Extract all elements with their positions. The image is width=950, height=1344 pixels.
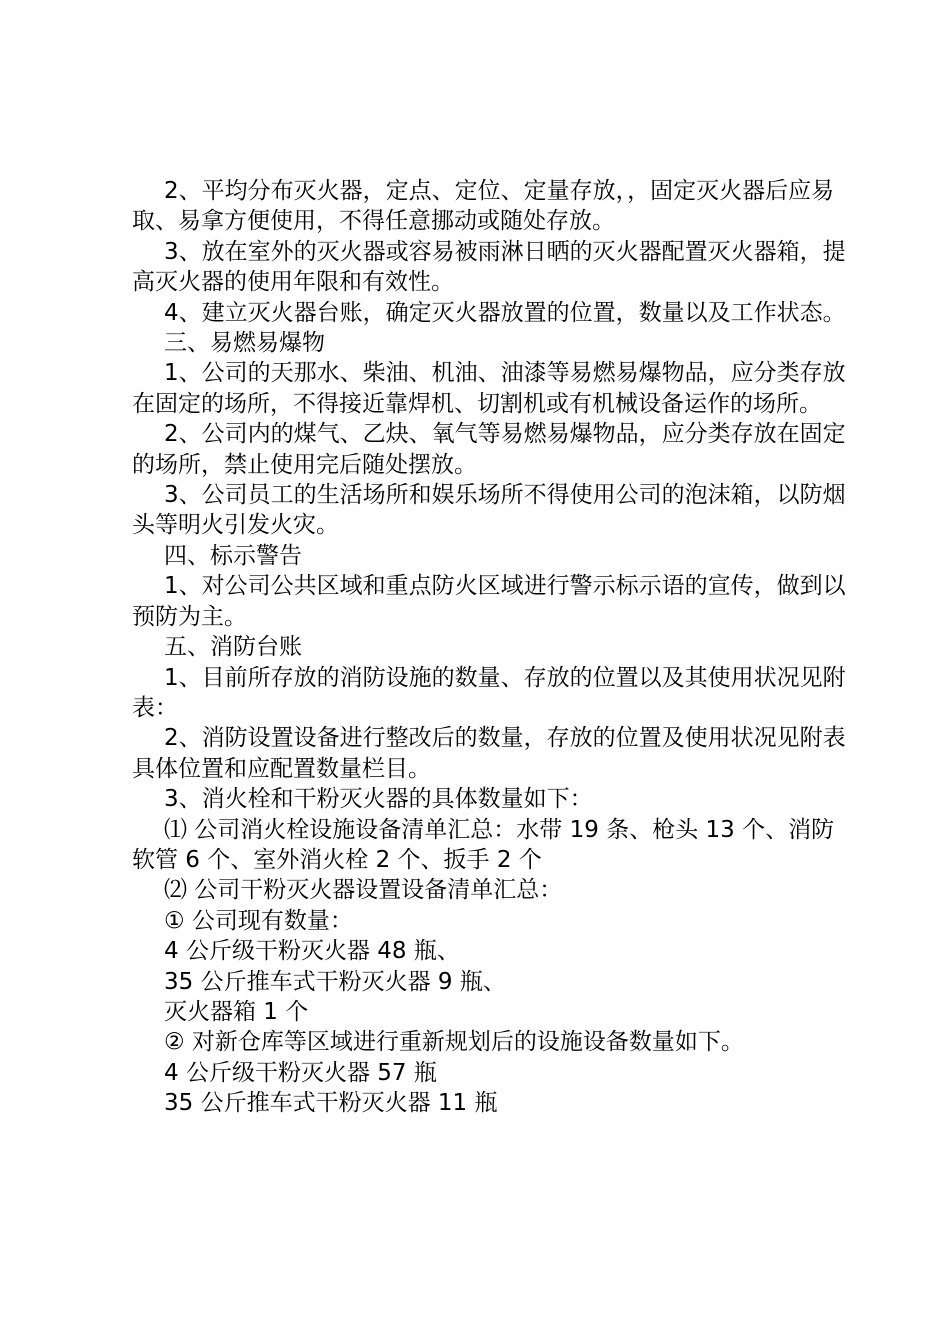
paragraph-extinguisher-distribution: 2、平均分布灭火器，定点、定位、定量存放，，固定灭火器后应易取、易拿方便使用，不得任意挪动或随处存放。	[132, 178, 835, 235]
list-item-4kg-extinguisher-current: 4 公斤级干粉灭火器 48 瓶、	[164, 938, 460, 965]
paragraph-foam-box-ban: 3、公司员工的生活场所和娱乐场所不得使用公司的泡沫箱，以防烟头等明火引发火灾。	[132, 482, 846, 539]
section-heading-flammables: 三、易燃易爆物	[164, 330, 325, 357]
paragraph-warning-signs: 1、对公司公共区域和重点防火区域进行警示标示语的宣传，做到以预防为主。	[132, 573, 846, 630]
paragraph-extinguisher-ledger: 4、建立灭火器台账，确定灭火器放置的位置，数量以及工作状态。	[164, 299, 846, 326]
section-heading-warning-signs: 四、标示警告	[164, 542, 302, 569]
paragraph-extinguisher-outdoor-box: 3、放在室外的灭火器或容易被雨淋日晒的灭火器配置灭火器箱，提高灭火器的使用年限和有效性。	[132, 238, 846, 296]
paragraph-flammables-storage: 1、公司的天那水、柴油、机油、油漆等易燃易爆物品，应分类存放在固定的场所，不得接近靠焊机、切割机或有机械设备运作的场所。	[132, 360, 846, 417]
list-item-extinguisher-box-current: 灭火器箱 1 个	[164, 998, 309, 1025]
document-body	[132, 176, 852, 1119]
paragraph-hydrant-summary: ⑴ 公司消火栓设施设备清单汇总：水带 19 条、枪头 13 个、消防软管 6 个、室外消火栓 2 个、扳手 2 个	[132, 816, 835, 873]
paragraph-rectified-facilities: 2、消防设置设备进行整改后的数量，存放的位置及使用状况见附表具体位置和应配置数量栏目。	[132, 725, 846, 782]
list-item-35kg-cart-extinguisher-planned: 35 公斤推车式干粉灭火器 11 瓶	[164, 1090, 498, 1117]
paragraph-quantity-intro: 3、消火栓和干粉灭火器的具体数量如下：	[164, 786, 593, 813]
paragraph-extinguisher-summary-heading: ⑵ 公司干粉灭火器设置设备清单汇总：	[164, 877, 563, 904]
paragraph-current-facilities: 1、目前所存放的消防设施的数量、存放的位置以及其使用状况见附表：	[132, 664, 846, 721]
list-item-35kg-cart-extinguisher-current: 35 公斤推车式干粉灭火器 9 瓶、	[164, 968, 506, 995]
list-item-current-quantity-heading: ① 公司现有数量：	[164, 907, 353, 934]
section-heading-fire-ledger: 五、消防台账	[164, 634, 302, 661]
list-item-replanned-quantity-heading: ② 对新仓库等区域进行重新规划后的设施设备数量如下。	[164, 1029, 744, 1056]
list-item-4kg-extinguisher-planned: 4 公斤级干粉灭火器 57 瓶	[164, 1059, 437, 1086]
paragraph-gas-storage: 2、公司内的煤气、乙炔、氧气等易燃易爆物品，应分类存放在固定的场所，禁止使用完后随处摆放。	[132, 421, 846, 478]
